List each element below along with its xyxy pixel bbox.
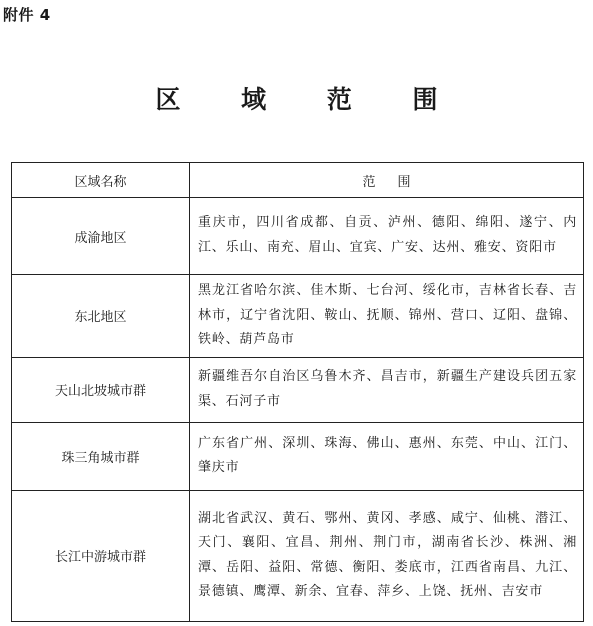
region-scope-cell: 广东省广州、深圳、珠海、佛山、惠州、东莞、中山、江门、肇庆市: [190, 422, 584, 490]
table-row: [12, 357, 584, 422]
column-header-region-name: 区域名称: [12, 163, 190, 198]
region-name-cell: 成渝地区: [12, 198, 190, 275]
region-scope-cell: 重庆市，四川省成都、自贡、泸州、德阳、绵阳、遂宁、内江、乐山、南充、眉山、宜宾、广安、达州、雅安、资阳市: [190, 198, 584, 275]
table-row: [12, 198, 584, 275]
table-row: [12, 422, 584, 490]
table-header-row: [12, 163, 584, 198]
region-name-cell: 东北地区: [12, 275, 190, 358]
region-scope-cell: 湖北省武汉、黄石、鄂州、黄冈、孝感、咸宁、仙桃、潜江、天门、襄阳、宜昌、荆州、荆门市，湖南省长沙、株洲、湘潭、岳阳、益阳、常德、衡阳、娄底市，江西省南昌、九江、景德镇、鹰潭、新余、宜春、萍乡、上饶、抚州、吉安市: [190, 490, 584, 621]
region-name-cell: 珠三角城市群: [12, 422, 190, 490]
region-name-cell: 长江中游城市群: [12, 490, 190, 621]
region-scope-cell: 新疆维吾尔自治区乌鲁木齐、昌吉市，新疆生产建设兵团五家渠、石河子市: [190, 357, 584, 422]
table-row: [12, 275, 584, 358]
region-scope-cell: 黑龙江省哈尔滨、佳木斯、七台河、绥化市，吉林省长春、吉林市，辽宁省沈阳、鞍山、抚顺、锦州、营口、辽阳、盘锦、铁岭、葫芦岛市: [190, 275, 584, 358]
region-table: [11, 162, 584, 622]
annex-label: 附件 4: [3, 6, 51, 24]
table-row: [12, 490, 584, 621]
column-header-scope: 范围: [190, 163, 584, 198]
page-title: 区 域 范 围: [155, 85, 464, 114]
region-name-cell: 天山北坡城市群: [12, 357, 190, 422]
